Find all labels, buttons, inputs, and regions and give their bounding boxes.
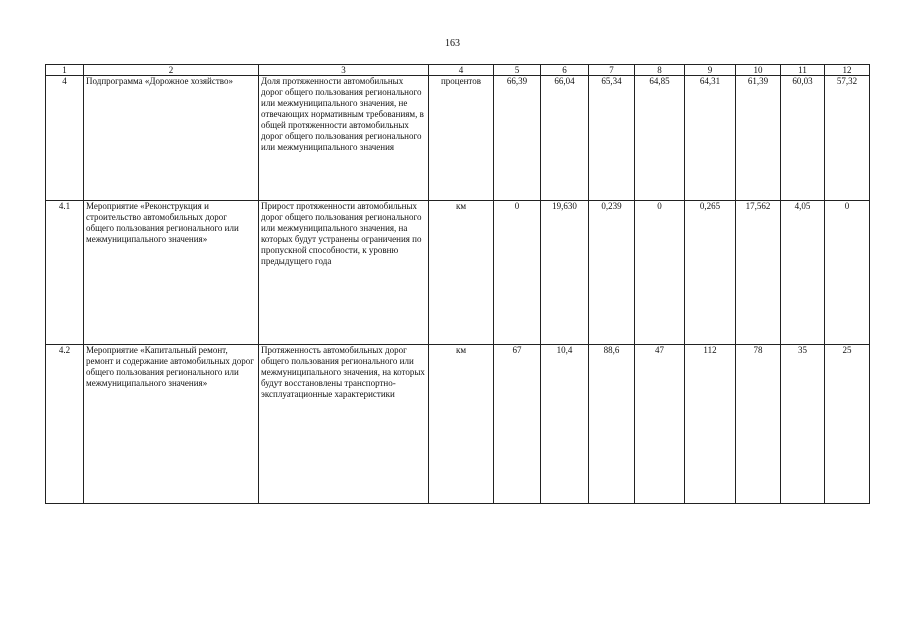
row-name: Подпрограмма «Дорожное хозяйство» bbox=[84, 76, 259, 201]
row-unit: процентов bbox=[429, 76, 494, 201]
row-value: 10,4 bbox=[541, 345, 589, 504]
row-value: 0,239 bbox=[589, 201, 635, 345]
row-value: 66,04 bbox=[541, 76, 589, 201]
row-value: 112 bbox=[685, 345, 736, 504]
row-value: 0 bbox=[494, 201, 541, 345]
row-value: 60,03 bbox=[781, 76, 825, 201]
header-cell: 6 bbox=[541, 65, 589, 76]
row-number: 4.2 bbox=[46, 345, 84, 504]
table-row bbox=[46, 201, 870, 345]
header-cell: 7 bbox=[589, 65, 635, 76]
row-value: 67 bbox=[494, 345, 541, 504]
row-unit: км bbox=[429, 345, 494, 504]
row-value: 25 bbox=[825, 345, 870, 504]
row-value: 64,85 bbox=[635, 76, 685, 201]
row-value: 57,32 bbox=[825, 76, 870, 201]
header-cell: 9 bbox=[685, 65, 736, 76]
row-value: 47 bbox=[635, 345, 685, 504]
header-cell: 2 bbox=[84, 65, 259, 76]
row-number: 4 bbox=[46, 76, 84, 201]
header-cell: 8 bbox=[635, 65, 685, 76]
row-value: 0 bbox=[635, 201, 685, 345]
row-value: 0,265 bbox=[685, 201, 736, 345]
row-unit: км bbox=[429, 201, 494, 345]
row-value: 4,05 bbox=[781, 201, 825, 345]
row-value: 64,31 bbox=[685, 76, 736, 201]
row-value: 19,630 bbox=[541, 201, 589, 345]
header-cell: 3 bbox=[259, 65, 429, 76]
header-cell: 1 bbox=[46, 65, 84, 76]
table-row bbox=[46, 345, 870, 504]
row-value: 17,562 bbox=[736, 201, 781, 345]
row-number: 4.1 bbox=[46, 201, 84, 345]
row-value: 0 bbox=[825, 201, 870, 345]
row-value: 35 bbox=[781, 345, 825, 504]
row-indicator: Протяженность автомобильных дорог общего пользования регионального или межмуниципального значения, на которых будут восстановлены транспортно-эксплуатационные характеристики bbox=[259, 345, 429, 504]
header-cell: 4 bbox=[429, 65, 494, 76]
row-indicator: Прирост протяженности автомобильных дорог общего пользования регионального или межмуниципального значения, на которых будут устранены ограничения по пропускной способности, к уровню предыдущего года bbox=[259, 201, 429, 345]
row-value: 88,6 bbox=[589, 345, 635, 504]
indicators-table bbox=[45, 64, 870, 504]
header-cell: 5 bbox=[494, 65, 541, 76]
row-name: Мероприятие «Капитальный ремонт, ремонт и содержание автомобильных дорог общего пользования регионального или межмуниципального значения» bbox=[84, 345, 259, 504]
header-cell: 12 bbox=[825, 65, 870, 76]
row-value: 66,39 bbox=[494, 76, 541, 201]
column-number-row bbox=[46, 65, 870, 76]
row-value: 65,34 bbox=[589, 76, 635, 201]
header-cell: 11 bbox=[781, 65, 825, 76]
header-cell: 10 bbox=[736, 65, 781, 76]
row-name: Мероприятие «Реконструкция и строительство автомобильных дорог общего пользования регионального или межмуниципального значения» bbox=[84, 201, 259, 345]
row-indicator: Доля протяженности автомобильных дорог общего пользования регионального или межмуниципального значения, не отвечающих нормативным требованиям, в общей протяженности автомобильных дорог общего пользования регионального или межмуниципального значения bbox=[259, 76, 429, 201]
table-row bbox=[46, 76, 870, 201]
row-value: 78 bbox=[736, 345, 781, 504]
page-number: 163 bbox=[445, 38, 460, 49]
row-value: 61,39 bbox=[736, 76, 781, 201]
